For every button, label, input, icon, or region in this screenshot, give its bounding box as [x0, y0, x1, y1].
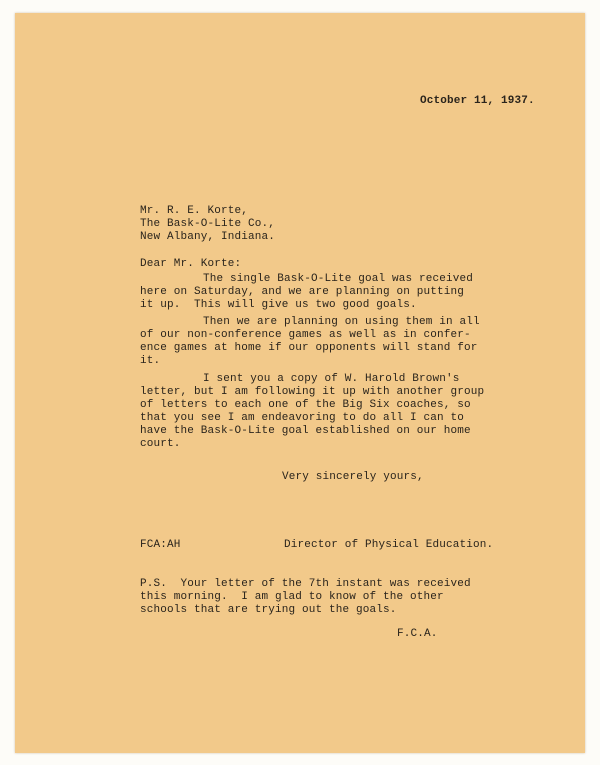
address-line-2: The Bask-O-Lite Co.,: [140, 218, 276, 230]
postscript-line-3: schools that are trying out the goals.: [140, 604, 397, 616]
paragraph-3-line-2: letter, but I am following it up with another group: [140, 386, 485, 398]
paragraph-3-line-3: of letters to each one of the Big Six coaches, so: [140, 399, 471, 411]
paragraph-3-line-4: that you see I am endeavoring to do all I can to: [140, 412, 465, 424]
paragraph-3-line-1: I sent you a copy of W. Harold Brown's: [203, 373, 460, 385]
paragraph-2-line-3: ence games at home if our opponents will stand for: [140, 342, 478, 354]
signature-title: Director of Physical Education.: [284, 539, 494, 551]
closing: Very sincerely yours,: [282, 471, 424, 483]
paragraph-1-line-1: The single Bask-O-Lite goal was received: [203, 273, 474, 285]
salutation: Dear Mr. Korte:: [140, 258, 242, 270]
postscript-line-1: P.S. Your letter of the 7th instant was received: [140, 578, 471, 590]
paragraph-1-line-2: here on Saturday, and we are planning on putting: [140, 286, 465, 298]
typist-initials: FCA:AH: [140, 539, 181, 551]
postscript-line-2: this morning. I am glad to know of the other: [140, 591, 444, 603]
paragraph-2-line-1: Then we are planning on using them in all: [203, 316, 480, 328]
postscript-initials: F.C.A.: [397, 628, 438, 640]
paragraph-3-line-5: have the Bask-O-Lite goal established on our home: [140, 425, 471, 437]
paragraph-2-line-2: of our non-conference games as well as in confer-: [140, 329, 471, 341]
paragraph-1-line-3: it up. This will give us two good goals.: [140, 299, 417, 311]
paragraph-3-line-6: court.: [140, 438, 181, 450]
letter-date: October 11, 1937.: [420, 95, 535, 107]
paragraph-2-line-4: it.: [140, 355, 161, 367]
address-line-1: Mr. R. E. Korte,: [140, 205, 249, 217]
address-line-3: New Albany, Indiana.: [140, 231, 276, 243]
